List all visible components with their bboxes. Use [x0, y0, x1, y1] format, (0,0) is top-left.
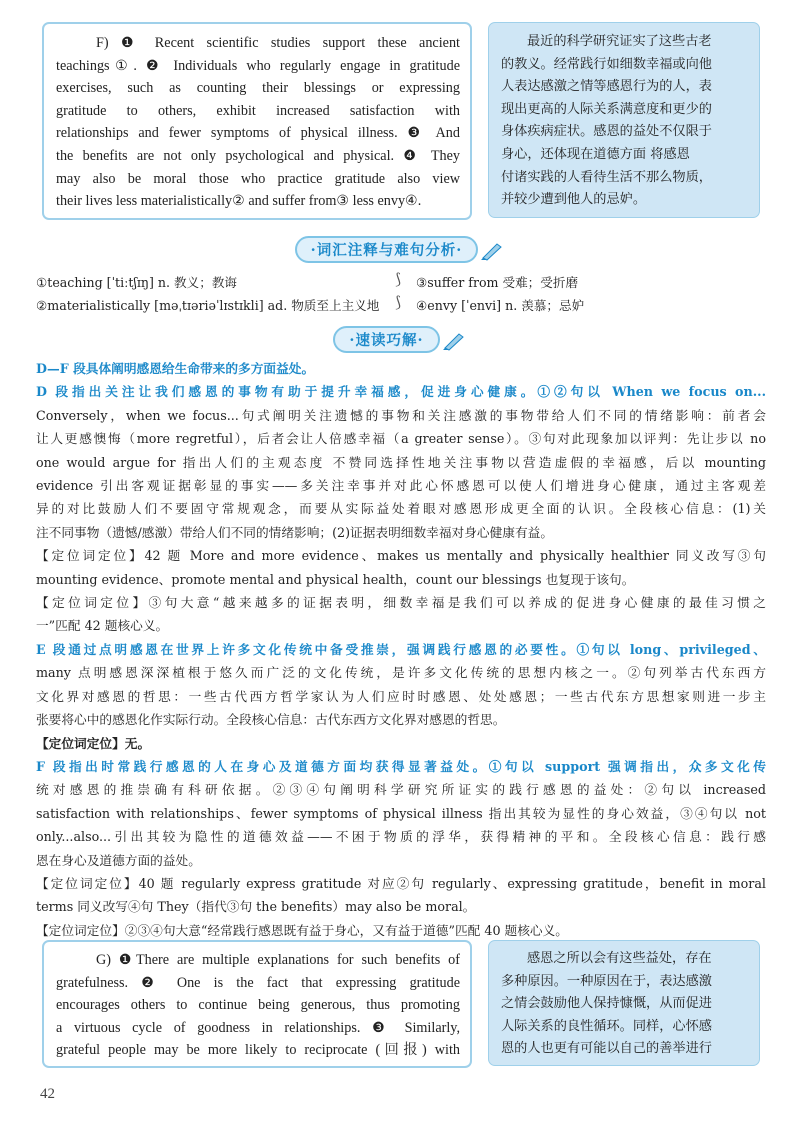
passage-line: G) ❶There are multiple explanations for such benefits of: [96, 952, 460, 968]
analysis-line: Conversely，when we focus...句式阐明关注遗憾的事物和关注感激的事物带给人们不同的情绪影响：前者会: [36, 407, 766, 423]
vocab-banner-label: ·词汇注释与难句分析·: [295, 236, 479, 263]
locating-note: 【定位词定位】无。: [36, 735, 151, 751]
vocab-divider: ⟆: [395, 270, 401, 288]
passage-g-chinese-box: [488, 940, 760, 1066]
analysis-line: 文化界对感恩的哲思：一些古代西方哲学家认为人们应时时感恩、处处感恩；一些古代东方思想家则进一步主: [36, 688, 766, 704]
locating-note: 【定位词定位】40 题 regularly express gratitude 对应②句 regularly、expressing gratitude，benefit in moral: [36, 875, 766, 891]
translation-line: 人际关系的良性循环。同样，心怀感: [501, 1018, 712, 1034]
analysis-line: many 点明感恩深深植根于悠久而广泛的文化传统，是许多文化传统的思想内核之一。②句列举古代东西方: [36, 665, 766, 681]
translation-line: 的教义。经常践行如细数幸福或向他: [501, 56, 712, 72]
locating-note: 【定位词定位】42 题 More and more evidence、makes us mentally and physically healthier 同义改写③句: [36, 548, 766, 564]
passage-f-chinese-box: [488, 22, 760, 218]
page-number: 42: [40, 1086, 55, 1102]
vocab-item-materialistically: ②materialistically [məˌtɪəriəˈlɪstɪkli] ad. 物质至上主义地: [36, 298, 380, 313]
vocab-divider: ⟆: [395, 293, 401, 311]
locating-note: 【定位词定位】③句大意“越来越多的证据表明，细数幸福是我们可以养成的促进身心健康的最佳习惯之: [36, 595, 766, 611]
analysis-line: 异的对比鼓励人们不要固守常规观念，而要从实际益处着眼对感恩形成更全面的认识。全段核心信息：(1)关: [36, 501, 766, 517]
passage-line: grateful people may be more likely to reciprocate (回报) with: [56, 1042, 460, 1059]
analysis-line: one would argue for 指出人们的主观态度 不赞同选择性地关注事物以营造虚假的幸福感，后以 mounting: [36, 454, 766, 470]
locating-note: 【定位词定位】②③④句大意“经常践行感恩既有益于身心，又有益于道德”匹配 40 题核心义。: [36, 922, 568, 938]
passage-line: encourages others to continue being generous, thus promoting: [56, 997, 460, 1014]
translation-line: 感恩之所以会有这些益处，存在: [527, 951, 712, 966]
passage-line: the benefits are not only psychological and physical. ❹ They: [56, 147, 460, 164]
passage-line: their lives less materialistically② and suffer from③ less envy④.: [56, 193, 422, 210]
passage-line: teachings①. ❷ Individuals who regularly engage in gratitude: [56, 57, 460, 74]
translation-line: 人表达感激之情等感恩行为的人，表: [501, 79, 712, 95]
analysis-line: 恩在身心及道德方面的益处。: [36, 852, 201, 868]
translation-line: 之情会鼓励他人保持慷慨，从而促进: [501, 996, 712, 1012]
analysis-line: F 段指出时常践行感恩的人在身心及道德方面均获得显著益处。①句以 support 强调指出，众多文化传: [36, 758, 766, 774]
vocab-item-suffer-from: ③suffer from 受难；受折磨: [416, 275, 579, 290]
translation-line: 最近的科学研究证实了这些古老: [527, 34, 712, 49]
passage-line: exercises, such as counting their blessings or expressing: [56, 80, 460, 97]
pen-icon: [479, 241, 505, 261]
pen-icon: [441, 331, 467, 351]
vocab-item-teaching: ①teaching [ˈtiːtʃɪŋ] n. 教义；教诲: [36, 275, 238, 290]
translation-line: 并较少遭到他人的忌妒。: [501, 192, 647, 208]
passage-f-english-box: [42, 22, 472, 220]
analysis-body: [36, 357, 766, 942]
translation-line: 身体疾病症状。感恩的益处不仅限于: [501, 124, 712, 140]
analysis-line: only...also...引出其较为隐性的道德效益——不困于物质的浮华，获得精神的平和。全段核心信息：践行感: [36, 829, 766, 845]
translation-line: 付诸实践的人看待生活不那么物质，: [501, 169, 712, 185]
passage-line: gratefulness. ❷ One is the fact that expressing gratitude: [56, 974, 460, 991]
translation-line: 恩的人也更有可能以自己的善举进行: [501, 1041, 712, 1057]
analysis-line: 注不同事物（遗憾/感激）带给人们不同的情绪影响；(2)证据表明细数幸福对身心健康有益。: [36, 524, 554, 540]
vocab-section-banner: [0, 236, 800, 263]
analysis-line: E 段通过点明感恩在世界上许多文化传统中备受推崇，强调践行感恩的必要性。①句以 long、privileged、: [36, 641, 766, 657]
translation-line: 身心，还体现在道德方面 将感恩: [501, 146, 690, 162]
passage-line: F) ❶ Recent scientific studies support these ancient: [96, 35, 460, 51]
analysis-line: 一”匹配 42 题核心义。: [36, 618, 169, 634]
analysis-line: mounting evidence、promote mental and physical health，count our blessings 也复现于该句。: [36, 571, 635, 587]
analysis-line: 张要将心中的感恩化作实际行动。全段核心信息：古代东西方文化界对感恩的哲思。: [36, 712, 506, 728]
analysis-heading: D—F 段具体阐明感恩给生命带来的多方面益处。: [36, 361, 315, 376]
analysis-line: terms 同义改写④句 They（指代③句 the benefits）may also be moral。: [36, 899, 476, 915]
analysis-line: 统对感恩的推崇确有科研依据。②③④句阐明科学研究所证实的践行感恩的益处：②句以 increased: [36, 782, 766, 798]
analysis-line: D 段指出关注让我们感恩的事物有助于提升幸福感，促进身心健康。①②句以 When we focus on...: [36, 384, 766, 400]
analysis-line: 让人更感懊悔（more regretful），后者会让人倍感幸福（a greater sense）。③句对此现象加以评判：先让步以 no: [36, 431, 766, 447]
speed-reading-banner: [0, 326, 800, 353]
speed-banner-label: ·速读巧解·: [333, 326, 439, 353]
analysis-line: satisfaction with relationships、fewer symptoms of physical illness 指出其较为显性的身心效益，③④句以 not: [36, 805, 766, 821]
vocab-item-envy: ④envy [ˈenvi] n. 羡慕；忌妒: [416, 298, 585, 313]
passage-g-english-box: [42, 940, 472, 1068]
translation-line: 现出更高的人际关系满意度和更少的: [501, 101, 712, 117]
translation-line: 多种原因。一种原因在于，表达感激: [501, 973, 712, 989]
passage-line: gratitude to others, exhibit increased satisfaction with: [56, 102, 460, 119]
analysis-line: evidence 引出客观证据彰显的事实——多关注幸事并对此心怀感恩可以使人们增进身心健康，通过主客观差: [36, 478, 766, 494]
passage-line: may also be moral those who practice gratitude also view: [56, 170, 460, 187]
passage-line: a virtuous cycle of goodness in relationships. ❸ Similarly,: [56, 1019, 460, 1036]
passage-line: relationships and fewer symptoms of physical illness. ❸ And: [56, 125, 460, 142]
